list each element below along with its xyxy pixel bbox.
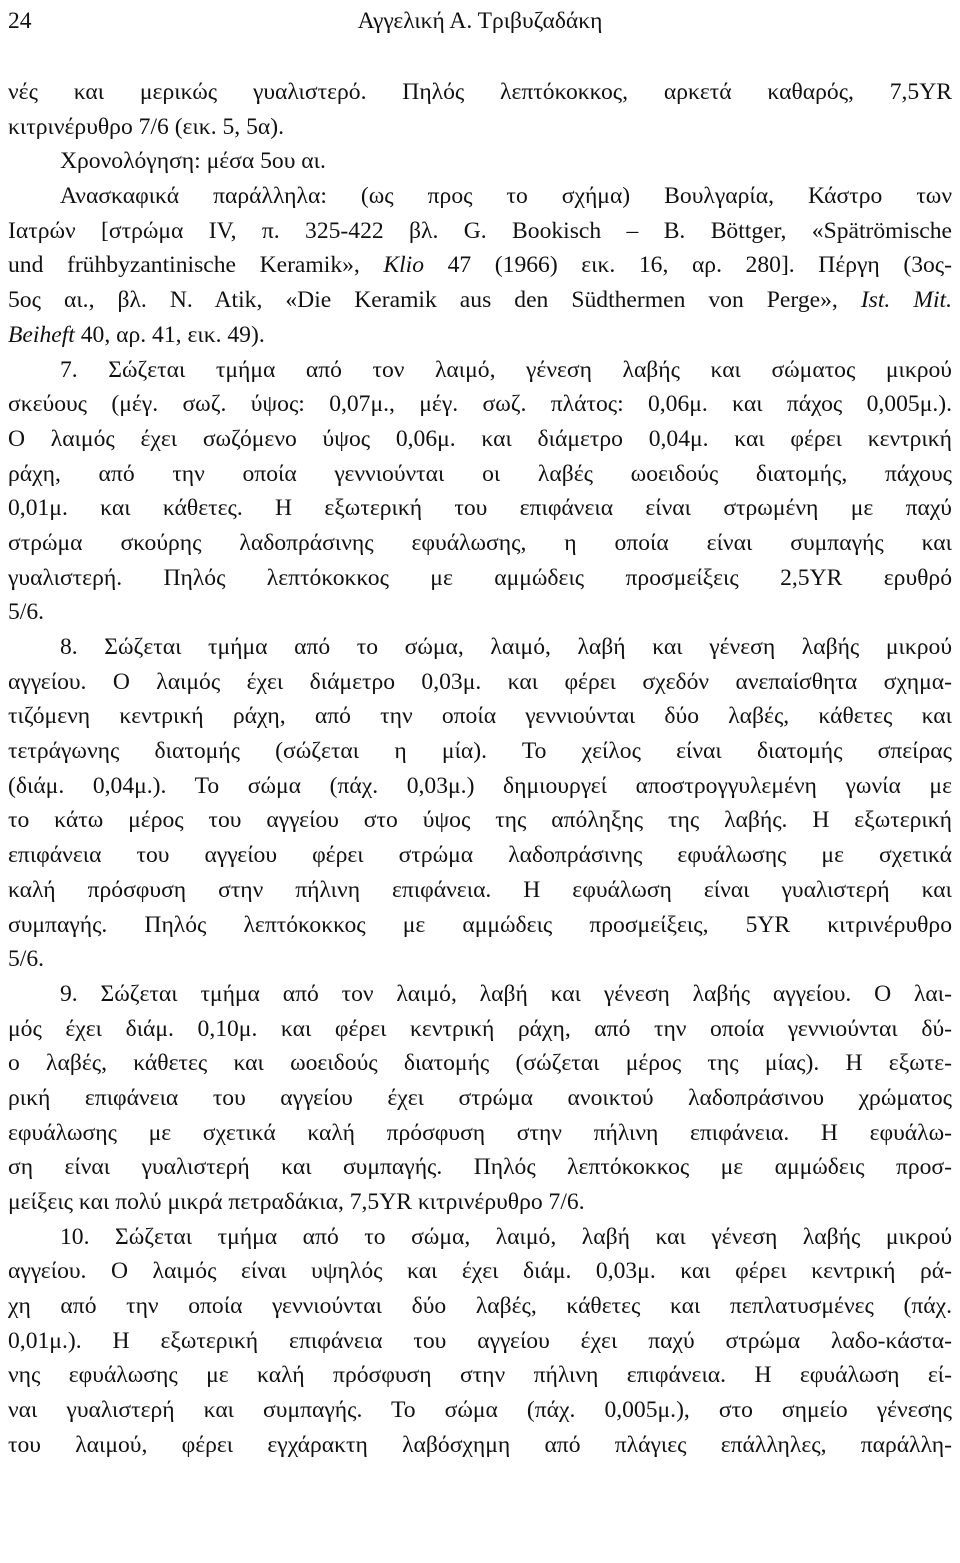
body-text — [8, 75, 952, 1463]
page-number: 24 — [8, 8, 32, 34]
text-line: ρική επιφάνεια του αγγείου έχει στρώμα ανοικτού λαδοπράσινου χρώματος — [8, 1084, 952, 1111]
text-line: 5/6. — [8, 946, 45, 973]
text-line: Ιατρών [στρώμα IV, π. 325-422 βλ. G. Bookisch – B. Böttger, «Spätrömische — [8, 217, 952, 244]
text-line: 5ος αι., βλ. N. Atik, «Die Keramik aus den Südthermen von Perge», Ist. Mit. — [8, 287, 952, 314]
text-line: κιτρινέρυθρο 7/6 (εικ. 5, 5α). — [8, 113, 284, 140]
text-line: χη από την οποία γεννιούνται δύο λαβές, κάθετες και πεπλατυσμένες (πάχ. — [8, 1293, 952, 1320]
text-line: συμπαγής. Πηλός λεπτόκοκκος με αμμώδεις προσμείξεις, 5YR κιτρινέρυθρο — [8, 911, 952, 938]
text-line: 9. Σώζεται τμήμα από τον λαιμό, λαβή και γένεση λαβής αγγείου. Ο λαι- — [60, 980, 952, 1007]
text-line: 10. Σώζεται τμήμα από το σώμα, λαιμό, λαβή και γένεση λαβής μικρού — [60, 1223, 952, 1250]
text-line: ράχη, από την οποία γεννιούνται οι λαβές ωοειδούς διατομής, πάχους — [8, 460, 952, 487]
text-line: 5/6. — [8, 599, 45, 626]
text-line: ναι γυαλιστερή και συμπαγής. Το σώμα (πάχ. 0,005μ.), στο σημείο γένεσης — [8, 1397, 952, 1424]
text-line: 0,01μ. και κάθετες. Η εξωτερική του επιφάνεια είναι στρωμένη με παχύ — [8, 495, 952, 522]
text-line: Ανασκαφικά παράλληλα: (ως προς το σχήμα) Βουλγαρία, Κάστρο των — [60, 183, 952, 210]
text-line: Χρονολόγηση: μέσα 5ου αι. — [60, 148, 326, 175]
text-line: νης εφυάλωσης με καλή πρόσφυση στην πήλινη επιφάνεια. Η εφυάλωση εί- — [8, 1362, 952, 1389]
text-line: Ο λαιμός έχει σωζόμενο ύψος 0,06μ. και διάμετρο 0,04μ. και φέρει κεντρική — [8, 425, 952, 452]
text-line: 7. Σώζεται τμήμα από τον λαιμό, γένεση λαβής και σώματος μικρού — [60, 356, 952, 383]
text-line: ο λαβές, κάθετες και ωοειδούς διατομής (σώζεται μέρος της μίας). Η εξωτε- — [8, 1050, 952, 1077]
text-line: αγγείου. Ο λαιμός είναι υψηλός και έχει διάμ. 0,03μ. και φέρει κεντρική ρά- — [8, 1258, 952, 1285]
running-header — [8, 4, 952, 38]
text-line: αγγείου. Ο λαιμός έχει διάμετρο 0,03μ. και φέρει σχεδόν ανεπαίσθητα σχημα- — [8, 668, 952, 695]
text-line: εφυάλωσης με σχετικά καλή πρόσφυση στην πήλινη επιφάνεια. Η εφυάλω- — [8, 1119, 952, 1146]
text-line: (διάμ. 0,04μ.). Το σώμα (πάχ. 0,03μ.) δημιουργεί αποστρογγυλεμένη γωνία με — [8, 772, 952, 799]
text-line: und frühbyzantinische Keramik», Klio 47 (1966) εικ. 16, αρ. 280]. Πέργη (3ος- — [8, 252, 952, 279]
text-line: νές και μερικώς γυαλιστερό. Πηλός λεπτόκοκκος, αρκετά καθαρός, 7,5YR — [8, 79, 952, 105]
text-line: σκεύους (μέγ. σωζ. ύψος: 0,07μ., μέγ. σωζ. πλάτος: 0,06μ. και πάχος 0,005μ.). — [8, 391, 952, 418]
text-line: τετράγωνης διατομής (σώζεται η μία). Το χείλος είναι διατομής σπείρας — [8, 738, 952, 765]
text-line: επιφάνεια του αγγείου φέρει στρώμα λαδοπράσινης εφυάλωσης με σχετικά — [8, 842, 952, 869]
text-line: ση είναι γυαλιστερή και συμπαγής. Πηλός λεπτόκοκκος με αμμώδεις προσ- — [8, 1154, 952, 1181]
text-line: το κάτω μέρος του αγγείου στο ύψος της απόληξης της λαβής. Η εξωτερική — [8, 807, 952, 834]
text-line: 0,01μ.). Η εξωτερική επιφάνεια του αγγείου έχει παχύ στρώμα λαδο-κάστα- — [8, 1327, 952, 1354]
text-line: Beiheft 40, αρ. 41, εικ. 49). — [8, 321, 265, 348]
text-line: του λαιμού, φέρει εγχάρακτη λαβόσχημη από πλάγιες επάλληλες, παράλλη- — [8, 1431, 952, 1458]
text-line: καλή πρόσφυση στην πήλινη επιφάνεια. Η εφυάλωση είναι γυαλιστερή και — [8, 876, 952, 903]
running-title: Αγγελική Α. Τριβυζαδάκη — [357, 8, 603, 34]
text-line: 8. Σώζεται τμήμα από το σώμα, λαιμό, λαβή και γένεση λαβής μικρού — [60, 634, 952, 660]
text-line: γυαλιστερή. Πηλός λεπτόκοκκος με αμμώδεις προσμείξεις 2,5YR ερυθρό — [8, 564, 952, 591]
text-line: μείξεις και πολύ μικρά πετραδάκια, 7,5YR κιτρινέρυθρο 7/6. — [8, 1189, 585, 1215]
text-line: στρώμα σκούρης λαδοπράσινης εφυάλωσης, η οποία είναι συμπαγής και — [8, 529, 952, 556]
text-line: τιζόμενη κεντρική ράχη, από την οποία γεννιούνται δύο λαβές, κάθετες και — [8, 703, 952, 730]
text-line: μός έχει διάμ. 0,10μ. και φέρει κεντρική ράχη, από την οποία γεννιούνται δύ- — [8, 1015, 952, 1042]
